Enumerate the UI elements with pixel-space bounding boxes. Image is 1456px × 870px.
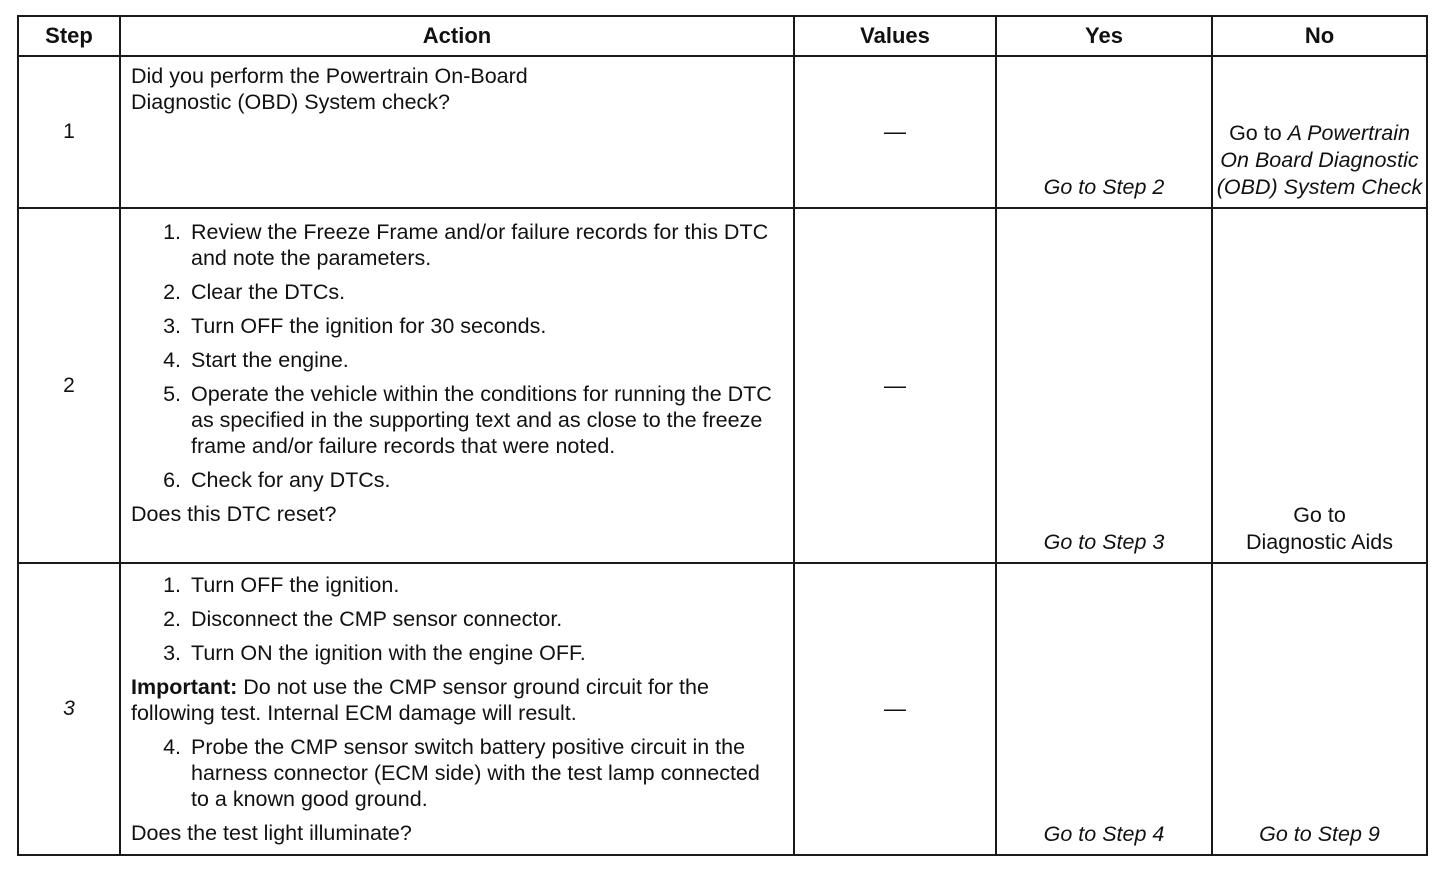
step-number: 2: [18, 208, 120, 563]
table-row: [18, 56, 1427, 208]
list-item: 1. Turn OFF the ignition.: [187, 572, 783, 598]
list-item: 5. Operate the vehicle within the conditions for running the DTC as specified in the supporting text and as close to the freeze frame and/or failure records that were noted.: [187, 381, 783, 459]
action-steps-list: [131, 219, 783, 493]
list-item: 6. Check for any DTCs.: [187, 467, 783, 493]
yes-cell: Go to Step 2: [996, 56, 1212, 208]
action-question: Does this DTC reset?: [131, 502, 337, 526]
no-cell: Go to Step 9: [1212, 563, 1427, 855]
yes-cell: Go to Step 3: [996, 208, 1212, 563]
list-item: 4. Probe the CMP sensor switch battery positive circuit in the harness connector (ECM side) with the test lamp connected to a known good ground.: [187, 734, 783, 812]
list-item: 1. Review the Freeze Frame and/or failure records for this DTC and note the parameters.: [187, 219, 783, 271]
list-item: 2. Clear the DTCs.: [187, 279, 783, 305]
no-link-text: A Powertrain On Board Diagnostic (OBD) System Check: [1216, 121, 1423, 199]
header-step: Step: [18, 16, 120, 56]
list-item: 3. Turn ON the ignition with the engine OFF.: [187, 640, 783, 666]
header-row: [18, 16, 1427, 56]
no-target: Diagnostic Aids: [1246, 530, 1393, 554]
action-steps-list: [131, 734, 783, 812]
values-cell: —: [794, 563, 996, 855]
important-note: [131, 674, 783, 726]
table-row: [18, 208, 1427, 563]
no-cell: [1212, 56, 1427, 208]
diagnostic-table: [17, 15, 1428, 856]
header-yes: Yes: [996, 16, 1212, 56]
step-number: 3: [18, 563, 120, 855]
table-row: [18, 563, 1427, 855]
action-question: Does the test light illuminate?: [131, 821, 412, 845]
no-cell: [1212, 208, 1427, 563]
action-steps-list: [131, 572, 783, 666]
action-cell: [120, 208, 794, 563]
header-no: No: [1212, 16, 1427, 56]
list-item: 2. Disconnect the CMP sensor connector.: [187, 606, 783, 632]
values-cell: —: [794, 208, 996, 563]
step-number: 1: [18, 56, 120, 208]
header-values: Values: [794, 16, 996, 56]
no-prefix: Go to: [1229, 121, 1282, 145]
important-label: Important:: [131, 675, 238, 699]
list-item: 3. Turn OFF the ignition for 30 seconds.: [187, 313, 783, 339]
important-text: Do not use the CMP sensor ground circuit for the following test. Internal ECM damage will result.: [131, 675, 709, 725]
action-cell: [120, 56, 794, 208]
values-cell: —: [794, 56, 996, 208]
header-action: Action: [120, 16, 794, 56]
no-prefix: Go to: [1293, 503, 1346, 527]
action-cell: [120, 563, 794, 855]
action-question: Did you perform the Powertrain On-Board Diagnostic (OBD) System check?: [131, 64, 528, 114]
yes-cell: Go to Step 4: [996, 563, 1212, 855]
list-item: 4. Start the engine.: [187, 347, 783, 373]
